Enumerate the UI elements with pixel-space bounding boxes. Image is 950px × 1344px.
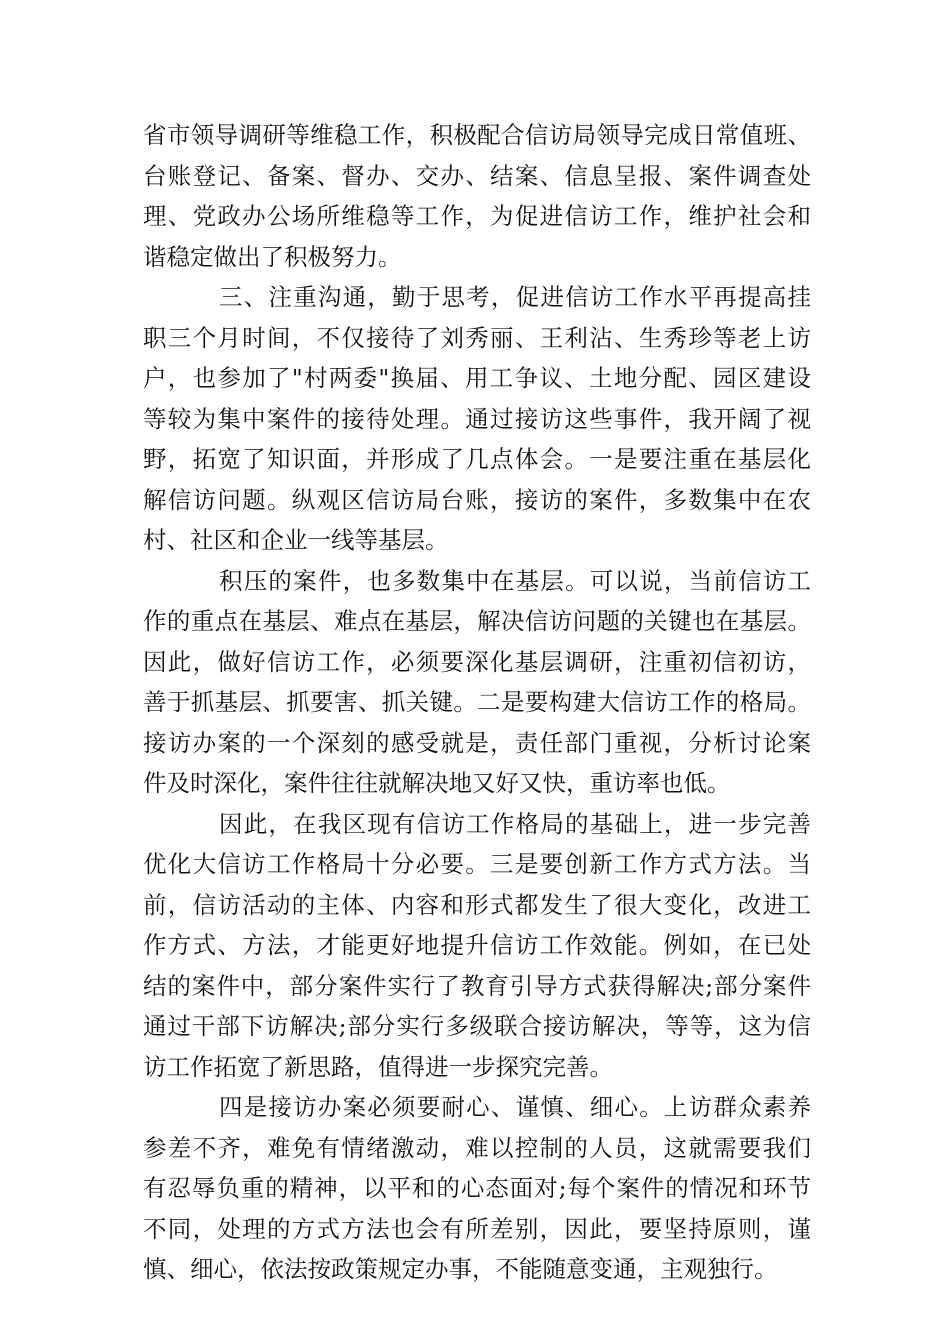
paragraph (143, 115, 811, 277)
text-line: 通过干部下访解决;部分实行多级联合接访解决，等等，这为信 (143, 1012, 811, 1040)
paragraph (143, 804, 811, 1088)
paragraph (143, 1087, 811, 1290)
text-line: 优化大信访工作格局十分必要。三是要创新工作方式方法。当 (143, 850, 811, 878)
text-line: 台账登记、备案、督办、交办、结案、信息呈报、案件调查处 (143, 161, 811, 190)
text-line: 省市领导调研等维稳工作，积极配合信访局领导完成日常值班、 (143, 121, 811, 149)
body-text (143, 115, 811, 1290)
text-line: 积压的案件，也多数集中在基层。可以说，当前信访工 (219, 566, 811, 595)
text-line: 结的案件中，部分案件实行了教育引导方式获得解决;部分案件 (143, 971, 811, 1000)
text-line: 善于抓基层、抓要害、抓关键。二是要构建大信访工作的格局。 (143, 688, 811, 716)
text-line: 野，拓宽了知识面，并形成了几点体会。一是要注重在基层化 (143, 445, 811, 473)
text-line: 谐稳定做出了积极努力。 (143, 242, 402, 271)
paragraph (143, 277, 811, 561)
text-line: 因此，在我区现有信访工作格局的基础上，进一步完善 (219, 809, 811, 838)
text-line: 参差不齐，难免有情绪激动，难以控制的人员，这就需要我们 (143, 1133, 811, 1162)
text-line: 理、党政办公场所维稳等工作，为促进信访工作，维护社会和 (143, 202, 811, 230)
text-line: 三、注重沟通，勤于思考，促进信访工作水平再提高挂 (219, 283, 811, 311)
text-line: 前，信访活动的主体、内容和形式都发生了很大变化，改进工 (143, 890, 811, 919)
text-line: 接访办案的一个深刻的感受就是，责任部门重视，分析讨论案 (143, 728, 811, 757)
text-line: 不同，处理的方式方法也会有所差别，因此，要坚持原则，谨 (143, 1214, 811, 1243)
text-line: 解信访问题。纵观区信访局台账，接访的案件，多数集中在农 (143, 485, 811, 514)
text-line: 职三个月时间，不仅接待了刘秀丽、王利沾、生秀珍等老上访 (143, 323, 811, 352)
text-line: 户，也参加了"村两委"换届、用工争议、土地分配、园区建设 (143, 364, 811, 392)
text-line: 四是接访办案必须要耐心、谨慎、细心。上访群众素养 (219, 1093, 811, 1121)
text-line: 村、社区和企业一线等基层。 (143, 526, 449, 554)
text-line: 因此，做好信访工作，必须要深化基层调研，注重初信初访， (143, 647, 811, 676)
text-line: 作的重点在基层、难点在基层，解决信访问题的关键也在基层。 (143, 607, 811, 635)
text-line: 访工作拓宽了新思路，值得进一步探究完善。 (143, 1052, 613, 1081)
text-line: 慎、细心，依法按政策规定办事，不能随意变通，主观独行。 (143, 1255, 778, 1283)
text-line: 等较为集中案件的接待处理。通过接访这些事件，我开阔了视 (143, 404, 811, 433)
text-line: 有忍辱负重的精神，以平和的心态面对;每个案件的情况和环节 (143, 1174, 811, 1202)
paragraph (143, 561, 811, 804)
text-line: 件及时深化，案件往往就解决地又好又快，重访率也低。 (143, 769, 731, 797)
text-line: 作方式、方法，才能更好地提升信访工作效能。例如，在已处 (143, 931, 811, 959)
